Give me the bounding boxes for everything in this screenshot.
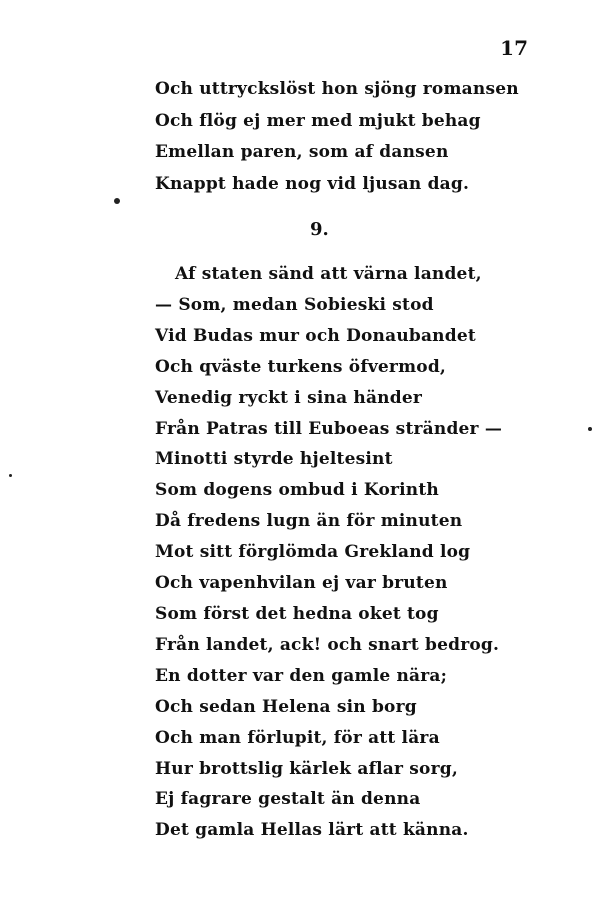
stanza-1 bbox=[155, 74, 519, 200]
verse-line: Mot sitt förglömda Grekland log bbox=[155, 542, 471, 563]
verse-line: Från landet, ack! och snart bedrog. bbox=[155, 634, 500, 655]
verse-line: Knappt hade nog vid ljusan dag. bbox=[155, 173, 470, 194]
ink-speck bbox=[114, 198, 120, 204]
verse-line: Och flög ej mer med mjukt behag bbox=[155, 110, 481, 131]
verse-line: En dotter var den gamle nära; bbox=[155, 665, 448, 686]
verse-line: Och man förlupit, för att lära bbox=[155, 727, 440, 748]
verse-line: Som först det hedna oket tog bbox=[155, 603, 439, 624]
verse-line: Som dogens ombud i Korinth bbox=[155, 480, 439, 501]
verse-line: Emellan paren, som af dansen bbox=[155, 142, 449, 162]
verse-line: Och sedan Helena sin borg bbox=[155, 696, 417, 717]
verse-line: Venedig ryckt i sina händer bbox=[155, 387, 422, 408]
verse-line: Af staten sänd att värna landet, bbox=[175, 264, 482, 284]
page-number: 17 bbox=[500, 36, 528, 60]
verse-line: Från Patras till Euboeas stränder — bbox=[155, 418, 503, 439]
verse-line: Och vapenhvilan ej var bruten bbox=[155, 573, 448, 594]
ink-speck bbox=[9, 474, 12, 477]
verse-line: Minotti styrde hjeltesint bbox=[155, 449, 393, 470]
verse-line: Och qväste turkens öfvermod, bbox=[155, 356, 447, 377]
verse-line: Hur brottslig kärlek aflar sorg, bbox=[155, 758, 458, 779]
verse-line: Det gamla Hellas lärt att känna. bbox=[155, 820, 469, 841]
verse-line: Vid Budas mur och Donaubandet bbox=[155, 325, 476, 346]
ink-speck bbox=[588, 427, 592, 431]
verse-line: Och uttryckslöst hon sjöng romansen bbox=[155, 79, 519, 99]
verse-line: Ej fagrare gestalt än denna bbox=[155, 789, 421, 810]
verse-line: Då fredens lugn än för minuten bbox=[155, 511, 463, 532]
section-number: 9. bbox=[310, 219, 329, 240]
stanza-2 bbox=[155, 259, 502, 846]
verse-line: — Som, medan Sobieski stod bbox=[155, 294, 434, 315]
